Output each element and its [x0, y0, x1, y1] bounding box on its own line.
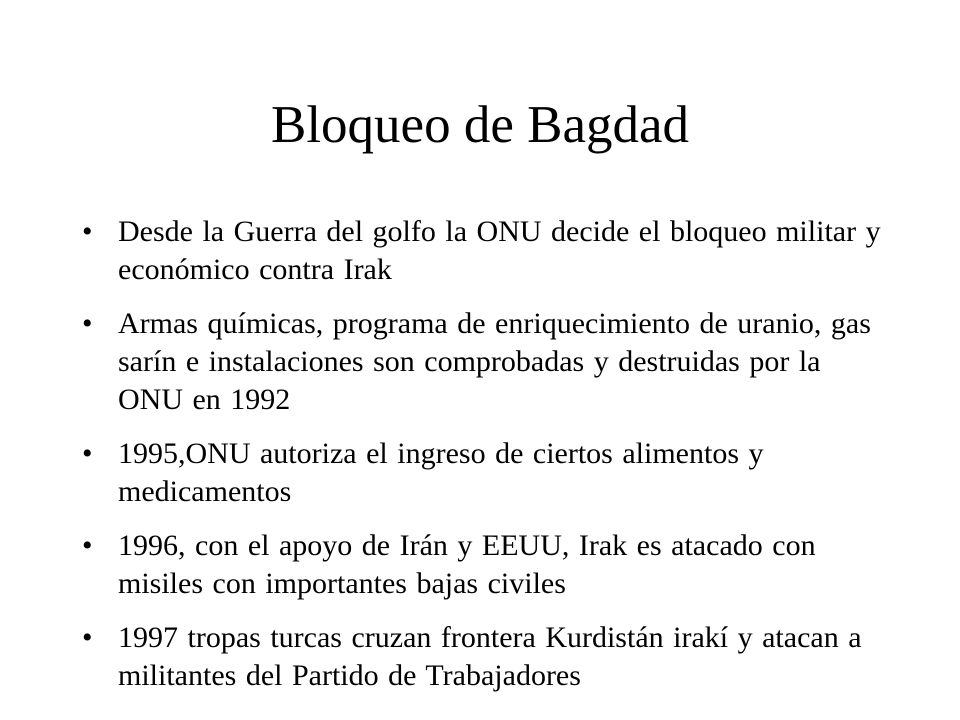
bullet-dot-icon: •: [82, 215, 93, 248]
bullet-text: Desde la Guerra del golfo la ONU decide el bloqueo militar y económico contra Irak: [118, 215, 881, 286]
bullet-dot-icon: •: [82, 529, 93, 562]
bullet-dot-icon: •: [82, 621, 93, 654]
bullet-item: [82, 527, 882, 603]
bullet-text: 1997 tropas turcas cruzan frontera Kurdistán irakí y atacan a militantes del Partido de Trabajadores: [118, 621, 862, 692]
bullet-dot-icon: •: [82, 307, 93, 340]
slide-title: Bloqueo de Bagdad: [270, 96, 690, 154]
bullet-dot-icon: •: [82, 437, 93, 470]
bullet-text: 1995,ONU autoriza el ingreso de ciertos alimentos y medicamentos: [118, 437, 764, 508]
bullet-item: [82, 305, 882, 419]
bullet-item: [82, 619, 882, 695]
bullet-text: 1996, con el apoyo de Irán y EEUU, Irak es atacado con misiles con importantes bajas civiles: [118, 529, 816, 600]
bullet-list: [82, 213, 882, 711]
bullet-item: [82, 435, 882, 511]
bullet-text: Armas químicas, programa de enriquecimiento de uranio, gas sarín e instalaciones son comprobadas y destruidas por la ONU en 1992: [118, 307, 871, 416]
bullet-item: [82, 213, 882, 289]
